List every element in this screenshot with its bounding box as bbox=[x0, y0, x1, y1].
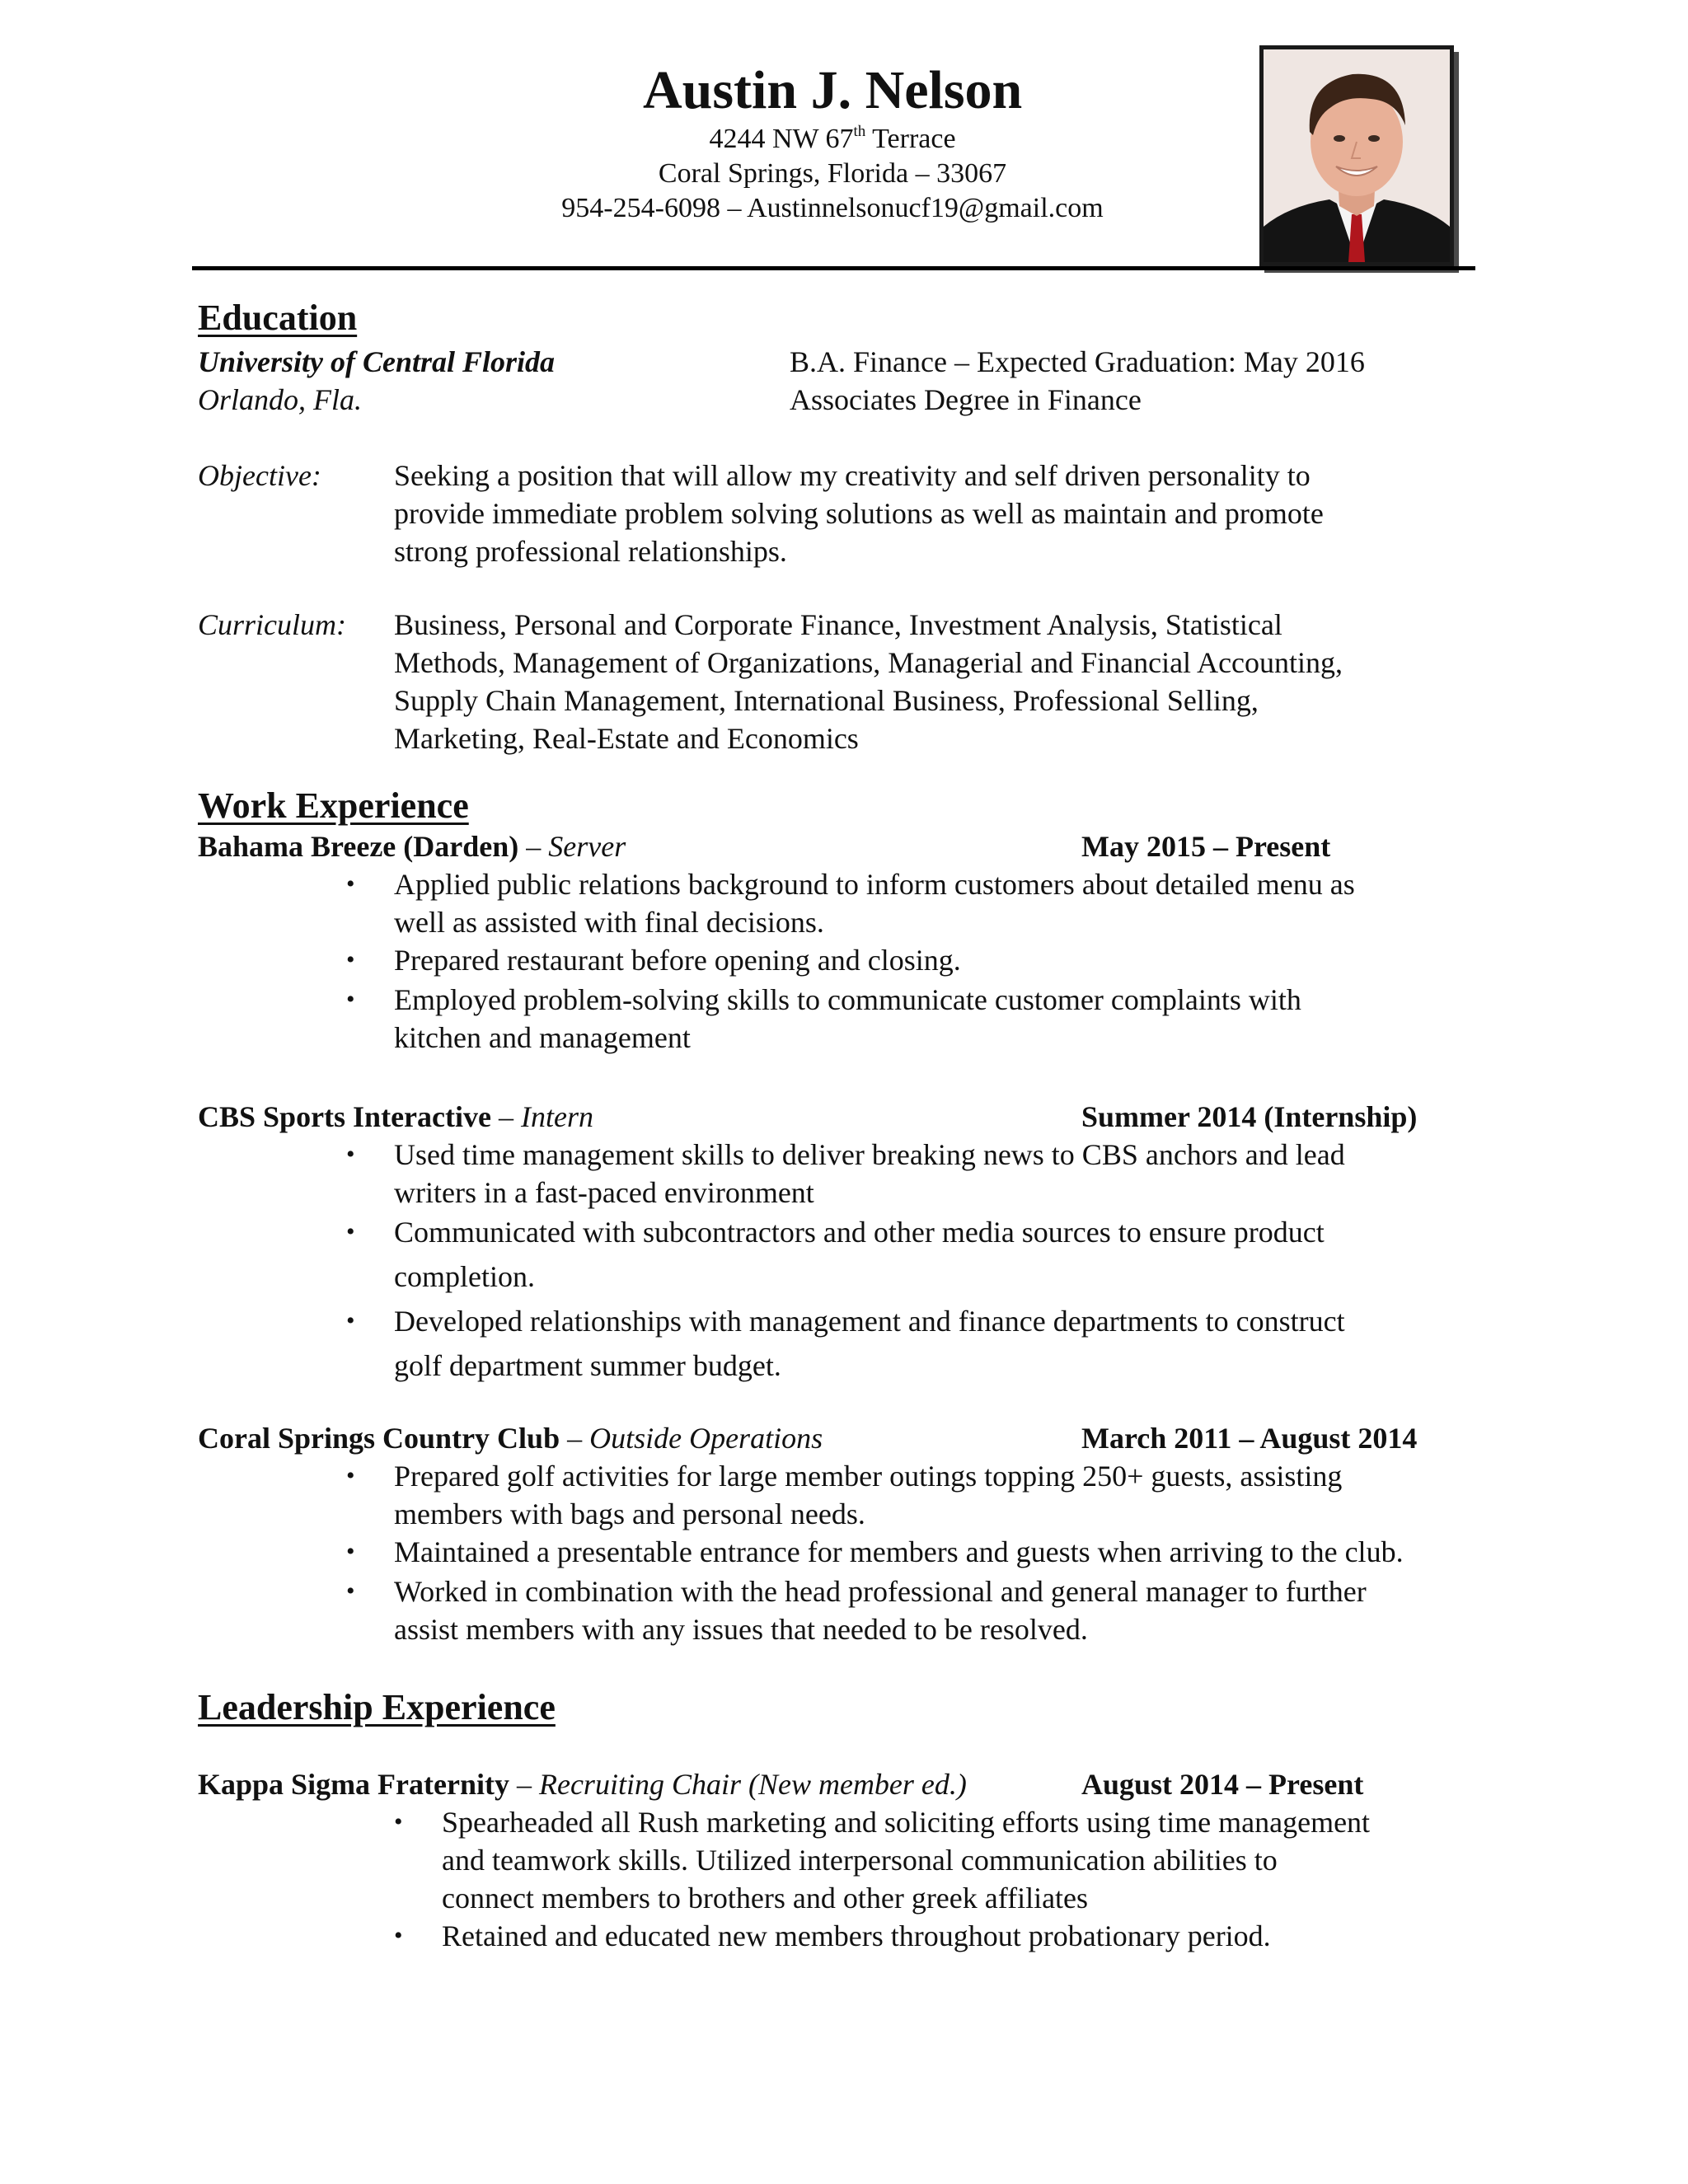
job-bullets bbox=[346, 865, 1355, 1057]
job-dates: Summer 2014 (Internship) bbox=[1081, 1100, 1418, 1133]
objective-text: Seeking a position that will allow my creativity and self driven personality to provide immediate problem solving solutions as well as maintain and promote strong professional relationships. bbox=[394, 459, 1324, 568]
curriculum-text: Business, Personal and Corporate Finance, Investment Analysis, Statistical Methods, Management of Organizations, Managerial and Financial Accounting, Supply Chain Management, International Business, Professional Selling, Marketing, Real-Estate and Economics bbox=[394, 608, 1343, 755]
list-item: • Retained and educated new members throughout probationary period. bbox=[394, 1919, 1271, 1952]
list-item: • Prepared restaurant before opening and closing. bbox=[346, 944, 961, 977]
school-location: Orlando, Fla. bbox=[198, 383, 363, 416]
work-experience-heading: Work Experience bbox=[198, 785, 469, 826]
leadership-experience-heading: Leadership Experience bbox=[198, 1687, 556, 1727]
job-title-line: Coral Springs Country Club – Outside Operations bbox=[198, 1422, 823, 1455]
list-item: • Communicated with subcontractors and other media sources to ensure product completion. bbox=[346, 1216, 1325, 1293]
street-address: 4244 NW 67th Terrace bbox=[709, 123, 956, 154]
degree-primary: B.A. Finance – Expected Graduation: May 2016 bbox=[790, 345, 1365, 378]
job-title-line: CBS Sports Interactive – Intern bbox=[198, 1100, 593, 1133]
school-name: University of Central Florida bbox=[198, 345, 556, 378]
job-title-line: Bahama Breeze (Darden) – Server bbox=[198, 830, 626, 863]
list-item: • Worked in combination with the head professional and general manager to further assist members with any issues that needed to be resolved. bbox=[346, 1575, 1367, 1646]
contact-line: 954-254-6098 – Austinnelsonucf19@gmail.com bbox=[561, 193, 1104, 223]
profile-photo bbox=[1259, 45, 1454, 266]
job-bullets bbox=[346, 1457, 1404, 1648]
person-portrait-icon bbox=[1264, 49, 1450, 262]
list-item: • Used time management skills to deliver breaking news to CBS anchors and lead writers in a fast-paced environment bbox=[346, 1138, 1345, 1209]
leadership-bullets bbox=[394, 1803, 1371, 1955]
list-item: • Developed relationships with management and finance departments to construct golf department summer budget. bbox=[346, 1305, 1345, 1382]
list-item: • Prepared golf activities for large member outings topping 250+ guests, assisting members with bags and personal needs. bbox=[346, 1460, 1343, 1530]
curriculum-label: Curriculum: bbox=[198, 608, 346, 641]
list-item: • Maintained a presentable entrance for members and guests when arriving to the club. bbox=[346, 1535, 1404, 1568]
education-heading: Education bbox=[198, 298, 358, 338]
job-bullets bbox=[346, 1136, 1345, 1385]
job-dates: March 2011 – August 2014 bbox=[1081, 1422, 1418, 1455]
leadership-dates: August 2014 – Present bbox=[1081, 1768, 1364, 1801]
job-dates: May 2015 – Present bbox=[1081, 830, 1331, 863]
leadership-title-line: Kappa Sigma Fraternity – Recruiting Chair (New member ed.) bbox=[198, 1768, 967, 1801]
objective-label: Objective: bbox=[198, 459, 321, 492]
list-item: • Spearheaded all Rush marketing and soliciting efforts using time management and teamwork skills. Utilized interpersonal communication abilities to connect members to brothers and other greek affiliates bbox=[394, 1806, 1371, 1915]
city-line: Coral Springs, Florida – 33067 bbox=[658, 158, 1007, 189]
list-item: • Applied public relations background to inform customers about detailed menu as well as assisted with final decisions. bbox=[346, 868, 1355, 939]
candidate-name: Austin J. Nelson bbox=[643, 60, 1023, 120]
list-item: • Employed problem-solving skills to communicate customer complaints with kitchen and management bbox=[346, 983, 1301, 1054]
header-divider bbox=[192, 266, 1475, 270]
degree-secondary: Associates Degree in Finance bbox=[790, 383, 1142, 416]
